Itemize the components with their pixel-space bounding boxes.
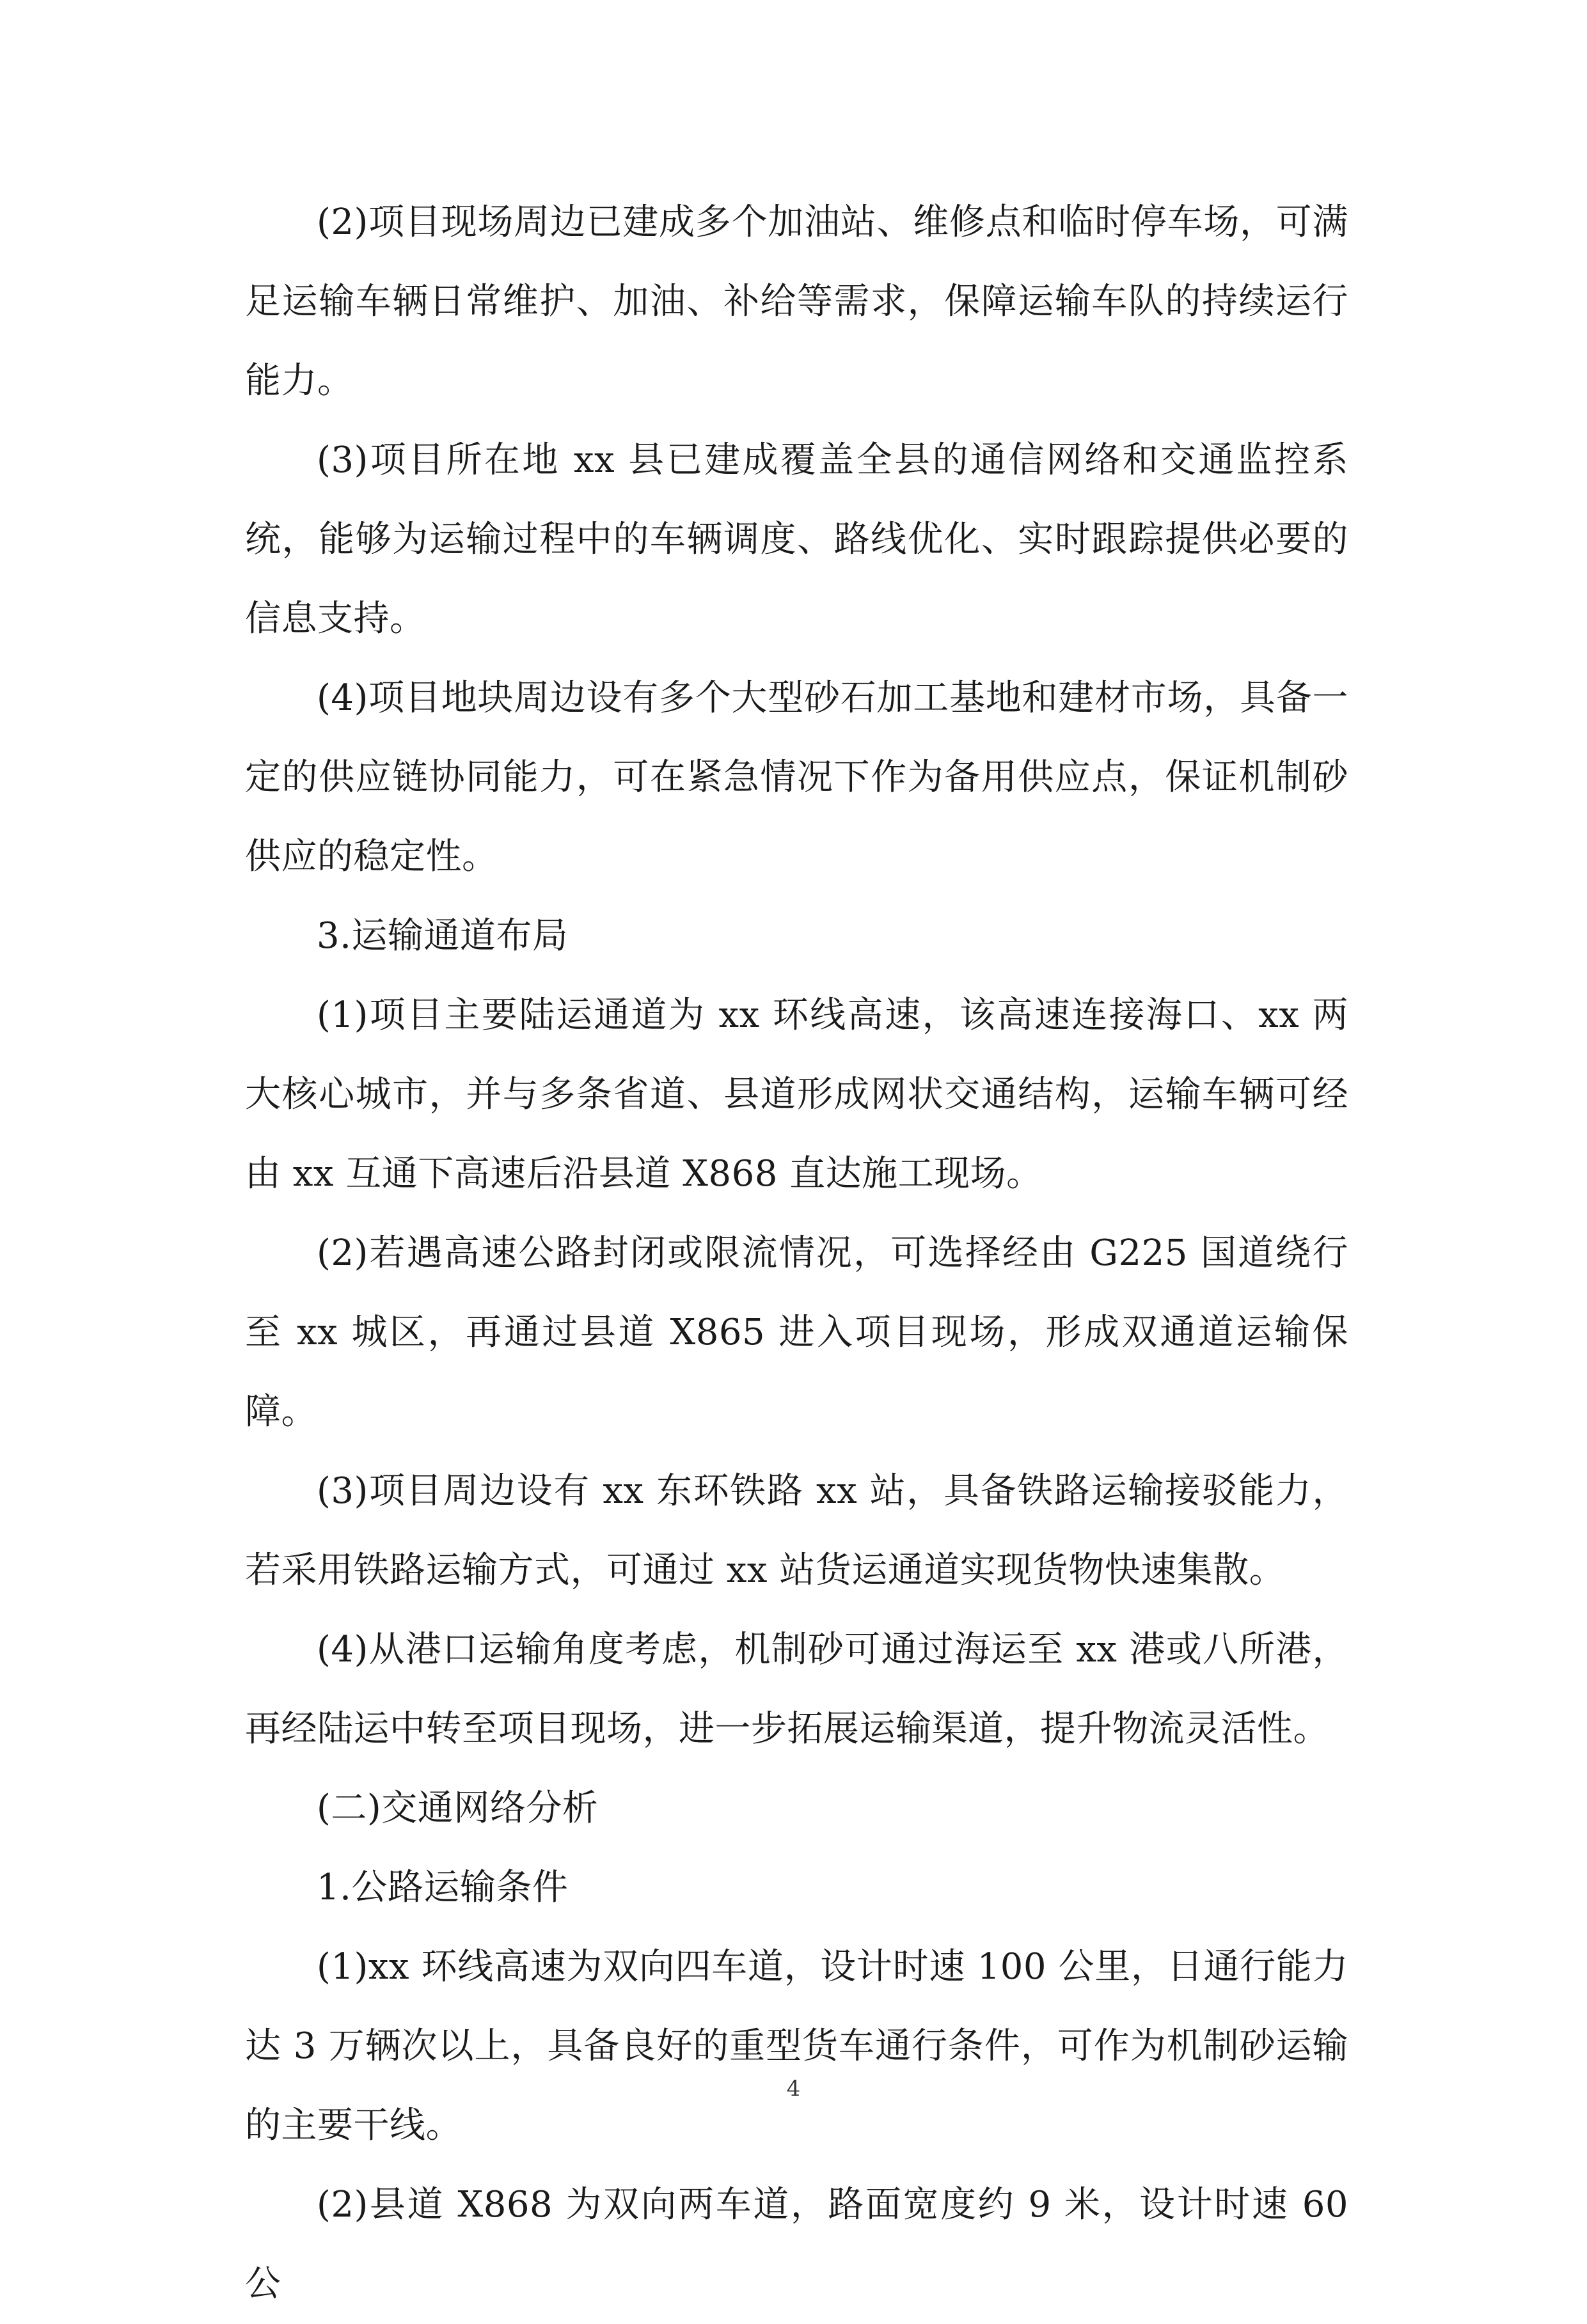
paragraph-alternate-route: (2)若遇高速公路封闭或限流情况，可选择经由 G225 国道绕行至 xx 城区，再通过县道 X865 进入项目现场，形成双通道运输保障。 [245, 1232, 1348, 1433]
heading-road-transport-conditions: 1.公路运输条件 [317, 1867, 569, 1908]
paragraph-railway-transport: (3)项目周边设有 xx 东环铁路 xx 站，具备铁路运输接驳能力，若采用铁路运输方式，可通过 xx 站货运通道实现货物快速集散。 [245, 1470, 1348, 1591]
paragraph-ring-expressway: (1)xx 环线高速为双向四车道，设计时速 100 公里，日通行能力达 3 万辆次以上，具备良好的重型货车通行条件，可作为机制砂运输的主要干线。 [245, 1946, 1348, 2146]
page-number: 4 [786, 2076, 801, 2101]
document-body [245, 183, 1348, 2324]
paragraph-county-road: (2)县道 X868 为双向两车道，路面宽度约 9 米，设计时速 60 公 [245, 2184, 1348, 2305]
paragraph-port-transport: (4)从港口运输角度考虑，机制砂可通过海运至 xx 港或八所港，再经陆运中转至项目现场，进一步拓展运输渠道，提升物流灵活性。 [245, 1629, 1348, 1750]
paragraph-supply-chain: (4)项目地块周边设有多个大型砂石加工基地和建材市场，具备一定的供应链协同能力，可在紧急情况下作为备用供应点，保证机制砂供应的稳定性。 [245, 677, 1348, 877]
paragraph-main-land-route: (1)项目主要陆运通道为 xx 环线高速，该高速连接海口、xx 两大核心城市，并与多条省道、县道形成网状交通结构，运输车辆可经由 xx 互通下高速后沿县道 X868 直达施工现场。 [245, 994, 1348, 1195]
heading-traffic-network-analysis: (二)交通网络分析 [317, 1787, 599, 1829]
paragraph-service-facilities: (2)项目现场周边已建成多个加油站、维修点和临时停车场，可满足运输车辆日常维护、加油、补给等需求，保障运输车队的持续运行能力。 [245, 201, 1348, 402]
paragraph-communication-network: (3)项目所在地 xx 县已建成覆盖全县的通信网络和交通监控系统，能够为运输过程中的车辆调度、路线优化、实时跟踪提供必要的信息支持。 [245, 439, 1348, 640]
heading-transport-channel-layout: 3.运输通道布局 [317, 915, 569, 957]
